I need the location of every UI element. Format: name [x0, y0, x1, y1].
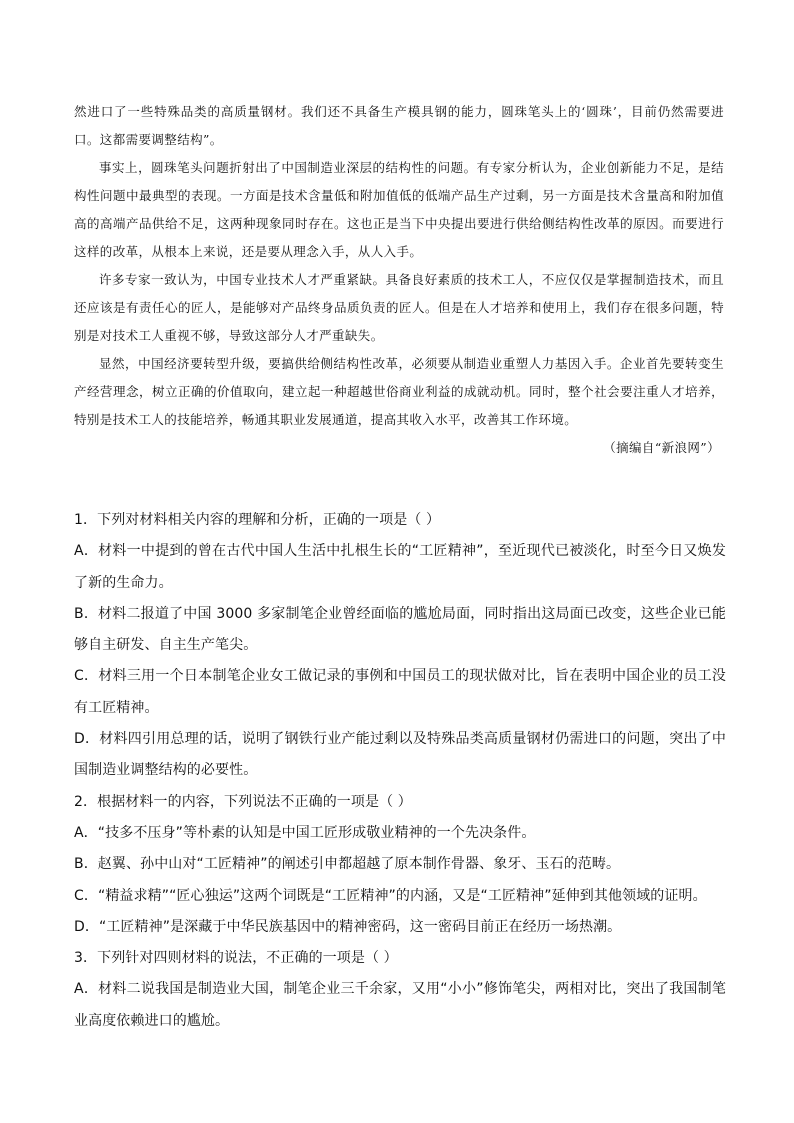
answer-option: A．材料一中提到的曾在古代中国人生活中扎根生长的“工匠精神”，至近现代已被淡化，时至今日又焕发了新的生命力。 — [74, 543, 726, 591]
answer-option: A．“技多不压身”等朴素的认知是中国工匠形成敬业精神的一个先决条件。 — [74, 824, 536, 841]
answer-option: C．“精益求精”“匠心独运”这两个词既是“工匠精神”的内涵，又是“工匠精神”延伸到其他领域的证明。 — [74, 887, 707, 904]
question-item — [74, 505, 726, 787]
answer-option: D．“工匠精神”是深藏于中华民族基因中的精神密码，这一密码目前正在经历一场热潮。 — [74, 918, 622, 935]
question-stem: 3．下列针对四则材料的说法，不正确的一项是（ ） — [74, 950, 398, 967]
answer-option: A．材料二说我国是制造业大国，制笔企业三千余家，又用“小小”修饰笔尖，两相对比，突出了我国制笔业高度依赖进口的尴尬。 — [74, 981, 726, 1029]
reading-passage — [74, 98, 724, 462]
passage-paragraph: 显然，中国经济要转型升级，要搞供给侧结构性改革，必须要从制造业重塑人力基因入手。企业首先要转变生产经营理念，树立正确的价值取向，建立起一种超越世俗商业利益的成就动机。同时，整个社会要注重人才培养，特别是技术工人的技能培养，畅通其职业发展通道，提高其收入水平，改善其工作环境。 — [74, 356, 724, 427]
answer-option: B．赵翼、孙中山对“工匠精神”的阐述引申都超越了原本制作骨器、象牙、玉石的范畴。 — [74, 856, 621, 873]
answer-option: B．材料二报道了中国 3000 多家制笔企业曾经面临的尴尬局面，同时指出这局面已改变，这些企业已能够自主研发、自主生产笔尖。 — [74, 605, 726, 654]
question-item — [74, 787, 726, 943]
passage-paragraph: 事实上，圆珠笔头问题折射出了中国制造业深层的结构性的问题。有专家分析认为，企业创新能力不足，是结构性问题中最典型的表现。一方面是技术含量低和附加值低的低端产品生产过剩，另一方面是技术含量高和附加值高的高端产品供给不足，这两种现象同时存在。这也正是当下中央提出要进行供给侧结构性改革的原因。而要进行这样的改革，从根本上来说，还是要从理念入手，从人入手。 — [74, 160, 724, 259]
question-section — [74, 505, 726, 1037]
question-stem: 2．根据材料一的内容，下列说法不正确的一项是（ ） — [74, 793, 412, 810]
answer-option: D．材料四引用总理的话，说明了钢铁行业产能过剩以及特殊品类高质量钢材仍需进口的问题，突出了中国制造业调整结构的必要性。 — [74, 731, 726, 779]
passage-paragraph: 然进口了一些特殊品类的高质量钢材。我们还不具备生产模具钢的能力，圆珠笔头上的‘圆珠’，目前仍然需要进口。这都需要调整结构”。 — [74, 104, 724, 147]
passage-source: （摘编自“新浪网”） — [603, 440, 720, 455]
question-item — [74, 943, 726, 1037]
passage-paragraph: 许多专家一致认为，中国专业技术人才严重紧缺。具备良好素质的技术工人，不应仅仅是掌握制造技术，而且还应该是有责任心的匠人，是能够对产品终身品质负责的匠人。但是在人才培养和使用上，我们存在很多问题，特别是对技术工人重视不够，导致这部分人才严重缺失。 — [74, 272, 724, 343]
question-stem: 1．下列对材料相关内容的理解和分析，正确的一项是（ ） — [74, 512, 441, 528]
answer-option: C．材料三用一个日本制笔企业女工做记录的事例和中国员工的现状做对比，旨在表明中国企业的员工没有工匠精神。 — [74, 668, 726, 716]
